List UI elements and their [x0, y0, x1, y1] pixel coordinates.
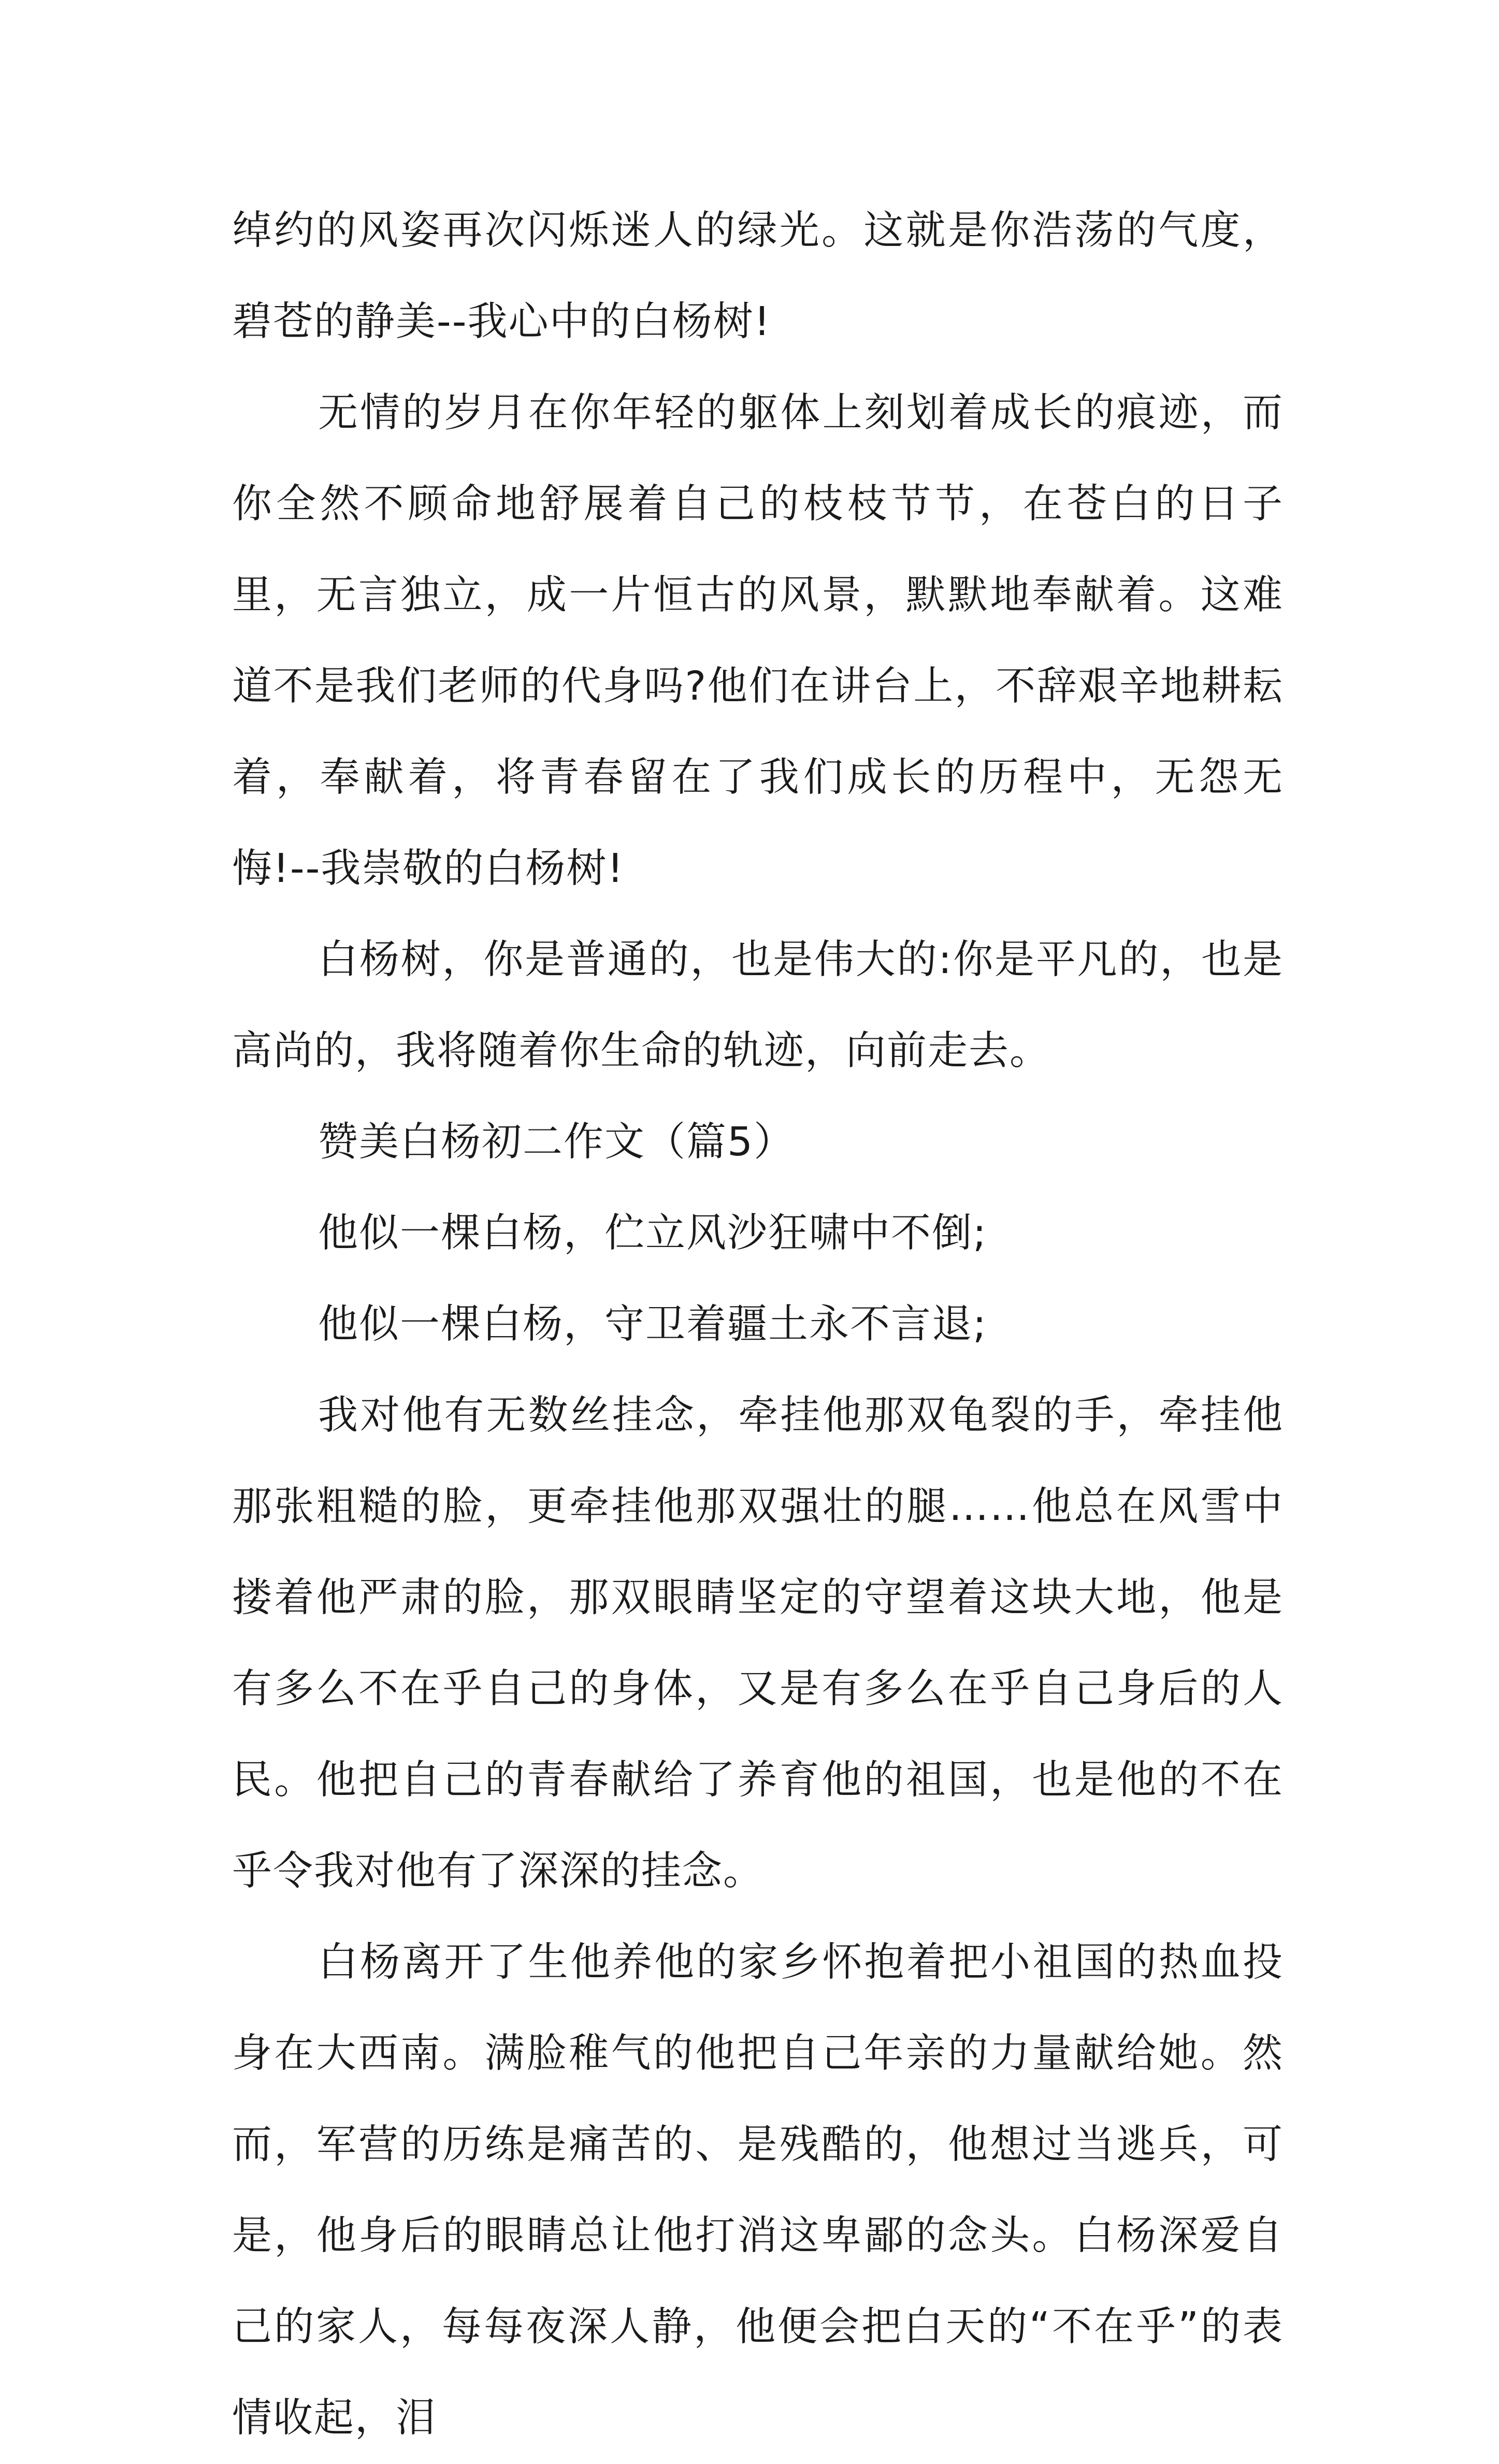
paragraph: 他似一棵白杨，守卫着疆土永不言退; — [318, 1301, 987, 1347]
paragraph: 无情的岁月在你年轻的躯体上刻划着成长的痕迹，而你全然不顾命地舒展着自己的枝枝节节，在苍白的日子里，无言独立，成一片恒古的风景，默默地奉献着。这难道不是我们老师的代身吗?他们在讲台上，不辞艰辛地耕耘着，奉献着，将青春留在了我们成长的历程中，无怨无悔!--我崇敬的白杨树! — [232, 390, 1284, 892]
section-heading: 赞美白杨初二作文（篇5） — [318, 1119, 795, 1165]
paragraph: 白杨离开了生他养他的家乡怀抱着把小祖国的热血投身在大西南。满脸稚气的他把自己年亲的力量献给她。然而，军营的历练是痛苦的、是残酷的，他想过当逃兵，可是，他身后的眼睛总让他打消这卑鄙的念头。白杨深爱自己的家人，每每夜深人静，他便会把白天的“不在乎”的表情收起，泪 — [232, 1939, 1284, 2441]
paragraph: 他似一棵白杨，伫立风沙狂啸中不倒; — [318, 1210, 987, 1256]
paragraph-continuation: 绰约的风姿再次闪烁迷人的绿光。这就是你浩荡的气度，碧苍的静美--我心中的白杨树! — [232, 208, 1284, 345]
document-body — [232, 185, 1284, 2464]
paragraph: 白杨树，你是普通的，也是伟大的:你是平凡的，也是高尚的，我将随着你生命的轨迹，向前走去。 — [232, 937, 1284, 1074]
paragraph: 我对他有无数丝挂念，牵挂他那双龟裂的手，牵挂他那张粗糙的脸，更牵挂他那双强壮的腿……他总在风雪中搂着他严肃的脸，那双眼睛坚定的守望着这块大地，他是有多么不在乎自己的身体，又是有多么在乎自己身后的人民。他把自己的青春献给了养育他的祖国，也是他的不在乎令我对他有了深深的挂念。 — [232, 1393, 1284, 1894]
